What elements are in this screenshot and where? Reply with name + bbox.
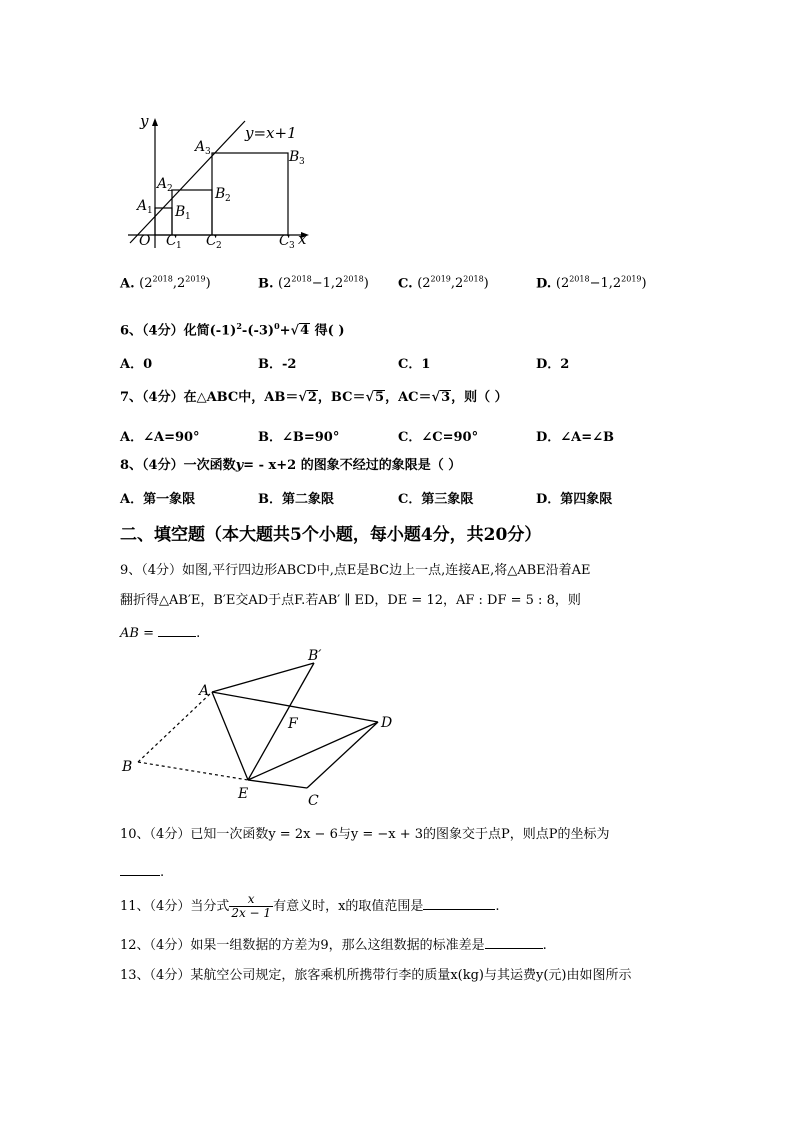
- label-C1-sub: 1: [176, 241, 182, 250]
- label-B3: B: [289, 149, 300, 165]
- label-B2-sub: 2: [225, 194, 231, 204]
- label-B1: B: [175, 204, 186, 220]
- q13-stem: 13、（4分）某航空公司规定，旅客乘机所携带行李的质量x(kg)与其运费y(元)由如图所示: [120, 968, 632, 983]
- label-B-prime: B′: [308, 648, 322, 664]
- fraction: $\frac{x}{2x - 1}$: [231, 892, 272, 920]
- label-C2-sub: 2: [216, 241, 222, 250]
- q11-stem: 11、（4分）当分式 $\frac{x}{2x - 1}$ 有意义时，x的取值范围是 .: [120, 892, 500, 920]
- q5-option-b[interactable]: B. $(2^{2018}-1,2^{2018})$: [258, 275, 369, 292]
- q9-answer-blank[interactable]: [158, 622, 196, 637]
- label-A3-sub: 3: [205, 147, 211, 157]
- q11-answer-blank[interactable]: [423, 895, 495, 910]
- q5-option-b-value: $(2^{2018}-1,2^{2018})$: [278, 275, 369, 292]
- q7-option-a[interactable]: A．∠A=90°: [120, 430, 200, 445]
- label-B1-sub: 1: [185, 212, 191, 222]
- label-C2: C: [206, 233, 217, 249]
- label-B2: B: [215, 186, 226, 202]
- label-D: D: [381, 715, 393, 731]
- q8-option-a[interactable]: A．第一象限: [120, 492, 196, 507]
- label-E: E: [238, 786, 249, 802]
- sqrt-3: 3: [441, 390, 451, 405]
- label-A: A: [199, 683, 210, 699]
- q7-option-c[interactable]: C．∠C=90°: [398, 430, 479, 445]
- label-y: y: [140, 112, 149, 130]
- label-origin: O: [139, 233, 151, 249]
- label-C3: C: [279, 233, 290, 249]
- q5-option-a-value: $(2^{2018},2^{2019})$: [139, 275, 211, 292]
- staircase-squares-figure: [120, 108, 320, 250]
- parallelogram-fold-figure: [115, 645, 405, 815]
- q5-option-d-value: $(2^{2018}-1,2^{2019})$: [555, 275, 647, 292]
- sqrt-5: 5: [375, 390, 385, 405]
- label-A2: A: [157, 176, 168, 192]
- label-A1-sub: 1: [147, 206, 153, 216]
- q7-option-b[interactable]: B．∠B=90°: [258, 430, 340, 445]
- q9-line-2: 翻折得△AB′E，B′E交AD于点F.若AB′ ∥ ED，DE = 12，AF : DF = 5 : 8，则: [120, 593, 581, 608]
- label-F: F: [288, 716, 298, 732]
- section-2-heading: 二、填空题（本大题共5个小题，每小题4分，共20分）: [120, 525, 542, 545]
- q6-option-d[interactable]: D．2: [536, 357, 570, 372]
- q5-option-c[interactable]: C. $(2^{2019},2^{2018})$: [398, 275, 489, 292]
- label-A2-sub: 2: [167, 184, 173, 194]
- label-B: B: [122, 759, 133, 775]
- q7-option-d[interactable]: D．∠A=∠B: [536, 430, 615, 445]
- q8-option-c[interactable]: C．第三象限: [398, 492, 474, 507]
- q8-stem: 8、（4分）一次函数y= - x+2 的图象不经过的象限是（ ）: [120, 458, 462, 473]
- q6-option-c[interactable]: C．1: [398, 357, 431, 372]
- q5-option-a[interactable]: A. $(2^{2018},2^{2019})$: [120, 275, 211, 292]
- q10-line-2: .: [120, 861, 164, 882]
- q6-option-a[interactable]: A．0: [120, 357, 153, 372]
- square-1: [155, 208, 172, 235]
- q10-line-1: 10、（4分）已知一次函数y = 2x − 6与y = −x + 3的图象交于点P，则点P的坐标为: [120, 827, 610, 842]
- label-B3-sub: 3: [299, 157, 305, 167]
- q9-line-1: 9、（4分）如图,平行四边形ABCD中,点E是BC边上一点,连接AE,将△ABE沿着AE: [120, 563, 591, 578]
- label-C: C: [308, 793, 319, 809]
- q12-stem: 12、（4分）如果一组数据的方差为9，那么这组数据的标准差是 .: [120, 934, 547, 955]
- q5-option-c-value: $(2^{2019},2^{2018})$: [417, 275, 489, 292]
- q12-answer-blank[interactable]: [485, 934, 543, 949]
- sqrt-4: 4: [300, 323, 310, 339]
- q8-option-d[interactable]: D．第四象限: [536, 492, 613, 507]
- sqrt-2: 2: [307, 390, 317, 405]
- label-x: x: [298, 230, 307, 248]
- label-C1: C: [166, 233, 177, 249]
- q5-option-d[interactable]: D. $(2^{2018}-1,2^{2019})$: [536, 275, 647, 292]
- q7-stem: 7、（4分）在△ABC中，AB＝√2，BC＝√5，AC＝√3，则（ ）: [120, 390, 508, 405]
- label-A1: A: [137, 198, 148, 214]
- label-A3: A: [195, 139, 206, 155]
- q6-stem: 6、（4分）化简$(-1)^2-(-3)^0+√4$ 得( ): [120, 321, 345, 339]
- label-C3-sub: 3: [289, 241, 295, 250]
- q6-option-b[interactable]: B．-2: [258, 357, 297, 372]
- q10-answer-blank[interactable]: [120, 861, 160, 876]
- y-axis-arrow: [152, 118, 158, 126]
- label-func: y=x+1: [245, 124, 297, 142]
- line-y-equals-x-plus-1: [130, 121, 245, 243]
- q8-option-b[interactable]: B．第二象限: [258, 492, 334, 507]
- q9-line-3: AB = .: [120, 622, 200, 643]
